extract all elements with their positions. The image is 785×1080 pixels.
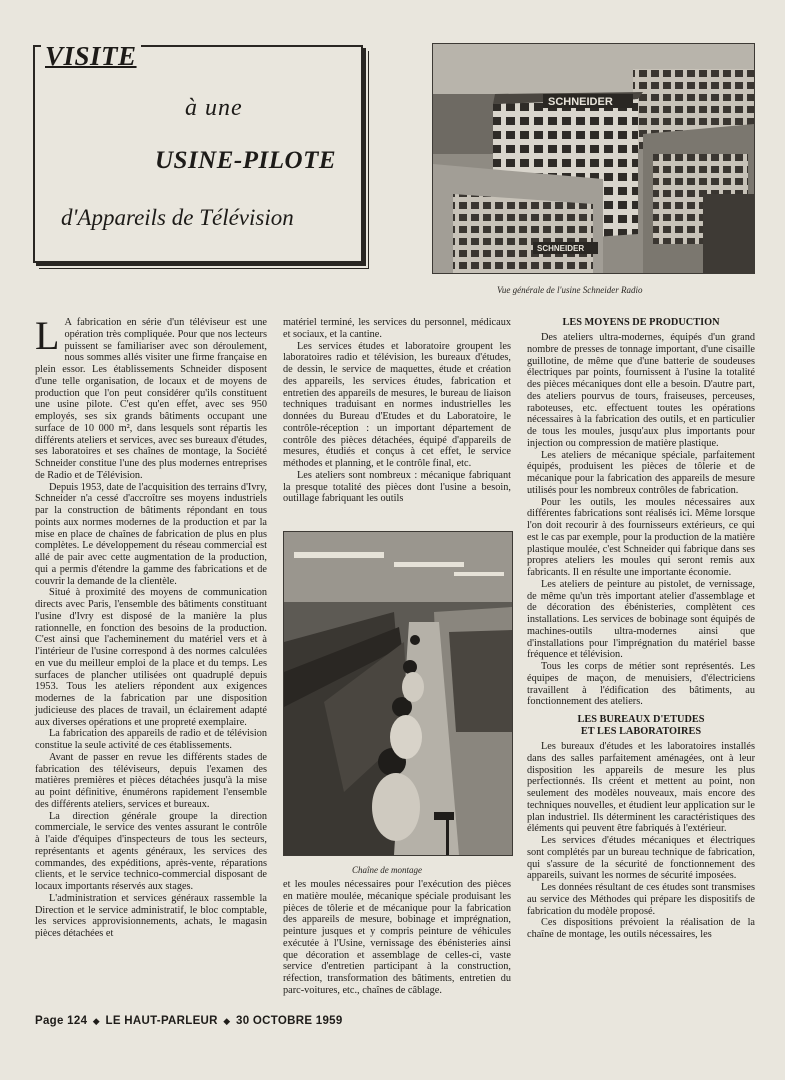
column-1	[35, 313, 267, 940]
paragraph: Les ateliers de peinture au pistolet, de vernissage, de même qu'un très important atelier d'assemblage et de décoration des ébénisteries, complètent ces installations. Les services de bobinage sont équipés de machines-outils ultra-modernes ainsi que d'installations pour l'imprégnation du matériel basse fréquence et télévision.	[527, 578, 755, 661]
paragraph: La direction générale groupe la direction commerciale, le service des ventes assurant le contrôle à l'aide d'équipes d'inspecteurs de tous les secteurs, représentants et agents généraux, les services des commandes, des expéditions, après-vente, réparations clients, et le service technico-commercial disposant de locaux importants réservés aux stages.	[35, 810, 267, 892]
paragraph: Les données résultant de ces études sont transmises au service des Méthodes qui prépare les dispositifs de fabrication du modèle proposé.	[527, 882, 755, 917]
title-visite: VISITE	[41, 41, 141, 72]
paragraph: A fabrication en série d'un téléviseur est une opération très compliquée. Pour que nos lecteurs puissent se familiariser avec son déroulement, nous sommes allés visiter une firme française en plein essor. Les établissements Schneider disposent d'une telle organisation, de locaux et de moyens de production que l'on peut considérer qu'ils constituent une usine pilote. C'est qu'en effet, avec ses 950 employés, ses six grands bâtiments occupant une surface de 10 000 m², dans lesquels sont répartis les différents ateliers et services, avec ses bureaux d'études, ses laboratoires et ses chaînes de montage, la Société Schneider constitue l'une des plus modernes entreprises de Radio et de Télévision.	[35, 317, 267, 481]
section-heading-bureaux	[527, 714, 755, 738]
diamond-icon: ◆	[223, 1016, 231, 1026]
paragraph: Les ateliers de mécanique spéciale, parfaitement équipés, produisent les pièces de tôlerie et de mécanique pour la fabrication des appareils de mesure utilisés pour les nombreux contrôles de fabrication.	[527, 449, 755, 496]
title-box	[33, 41, 363, 263]
factory-photo-caption: Vue générale de l'usine Schneider Radio	[497, 285, 643, 295]
page-footer	[35, 1015, 343, 1027]
paragraph: La fabrication des appareils de radio et de télévision constitue la seule activité de ces établissements.	[35, 728, 267, 751]
paragraph: Tous les corps de métier sont représentés. Les équipes de maçon, de menuisiers, d'électriciens travaillent à l'édification des bâtiments, au fonctionnement des ateliers.	[527, 661, 755, 708]
paragraph: Situé à proximité des moyens de communication directs avec Paris, l'ensemble des bâtiments constituant l'usine d'Ivry est disposé de la manière la plus rationnelle, en fonction des besoins de la production. C'est ainsi que l'acheminement du matériel vers et à l'intérieur de l'usine correspond à des normes calculées en vue du meilleur emploi de la place et du temps. Les surfaces de plancher utilisées ont quadruplé depuis 1953. Tous les ateliers répondent aux exigences modernes de la fabrication par une disposition judicieuse des places de travail, un éclairement adapté aux diverses opérations et une propreté exemplaire.	[35, 587, 267, 728]
factory-photo	[432, 43, 755, 274]
assembly-line-caption: Chaîne de montage	[352, 865, 422, 875]
paragraph: Les services études et laboratoire groupent les laboratoires radio et télévision, les bureaux d'études, de dessin, le service de maquettes, étude et création des appareils, les services études, fabrication et entretien des appareils de mesures, le bureau de liaison techniques traduisant en normes industrielles les données du Bureau d'Etudes et du Laboratoire, le contrôle-réception : un important département de contrôle des pièces détachées, équipé d'appareils de mesures, étudiés et conçus à cet effet, le service méthodes et planning, et le contrôle final, etc.	[283, 340, 511, 469]
assembly-line-illustration	[284, 532, 512, 855]
page-number: Page 124	[35, 1015, 88, 1027]
title-appareils: d'Appareils de Télévision	[61, 205, 294, 230]
paragraph: et les moules nécessaires pour l'exécution des pièces en matière moulée, mécanique spéciale produisant les pièces de tôlerie et de mécanique pour la fabrication des appareils de mesure, bobinage et imprégnation, peinture jusques et y compris peinture de véhicules exécutée à l'Usine, vernissage des ébénisteries ainsi que décoration et assemblage de celles-ci, vaste service d'entretien participant à la construction, réfection, transformation des bâtiments, entretien du parc-voitures, etc., chaînes de câblage.	[283, 879, 511, 996]
intro-paragraph	[35, 313, 267, 482]
paragraph: Avant de passer en revue les différents stades de fabrication des téléviseurs, depuis l'examen des matières premières et pièces détachées jusqu'à la mise au point définitive, énumérons rapidement l'ensemble des différents ateliers, services et bureaux.	[35, 751, 267, 810]
issue-date: 30 OCTOBRE 1959	[236, 1015, 343, 1027]
factory-illustration	[433, 44, 754, 273]
section-heading-line: ET LES LABORATOIRES	[580, 726, 702, 737]
paragraph: Les ateliers sont nombreux : mécanique fabriquant la presque totalité des pièces dont l'usine a besoin, outillage fabriquant les outils	[283, 469, 511, 505]
diamond-icon: ◆	[92, 1016, 101, 1026]
section-heading-production: LES MOYENS DE PRODUCTION	[562, 317, 720, 328]
factory-sign-text: SCHNEIDER	[548, 96, 613, 108]
paragraph: L'administration et services généraux rassemble la Direction et le service administratif, le bloc comptable, les services approvisionnements, achats, le magasin pièces détachées et	[35, 892, 267, 939]
column-3	[527, 317, 755, 941]
column-2-top	[283, 317, 511, 505]
paragraph: Ces dispositions prévoient la réalisation de la chaîne de montage, les outils nécessaires, les	[527, 917, 755, 940]
drop-cap: L	[35, 313, 60, 358]
paragraph: Des ateliers ultra-modernes, équipés d'un grand nombre de presses de tonnage important, d'une cisaille guillotine, de même que d'une batterie de soudeuses électriques par points, fournissent à l'usine la totalité des pièces mécaniques dont elle a besoin. D'autre part, des ateliers pourvus de tours, fraiseuses, perceuses, raboteuses, etc. effectuent toutes les opérations nécessaires à la fabrication des outils, et en particulier de tous les moules, jusqu'aux plus importants pour injection ou compression de matière plastique.	[527, 332, 755, 449]
section-heading-line: LES BUREAUX D'ETUDES	[577, 714, 705, 725]
paragraph: Les bureaux d'études et les laboratoires installés dans des salles parfaitement aménagées, ont à leur disposition les appareils de mesure les plus perfectionnés. Ils créent et mettent au point, non seulement des modèles nouveaux, mais encore des techniques nouvelles, et étudient leur application sur le plan industriel. Ils déterminent les caractéristiques des éléments qui peuvent être fabriqués à l'extérieur.	[527, 741, 755, 835]
title-a-une: à une	[185, 95, 243, 121]
title-usine-pilote: USINE-PILOTE	[155, 147, 337, 174]
paragraph: Les services d'études mécaniques et électriques sont complétés par un bureau technique de fabrication, qui s'assure de la sécurité de fonctionnement des appareils, suivant les normes de sécurité imposées.	[527, 835, 755, 882]
column-2-bottom	[283, 879, 511, 997]
assembly-line-photo	[283, 531, 513, 856]
paragraph: Depuis 1953, date de l'acquisition des terrains d'Ivry, Schneider n'a cessé d'accroître ses moyens industriels par la construction de bâtiments répondant en tous points aux normes modernes de la production et par la mise en place de chaînes de fabrication de plus en plus complètes. Le développement du réseau commercial est allé de pair avec cette augmentation de la production, qui a permis d'étendre la gamme des fabrications et de couvrir la demande de la clientèle.	[35, 481, 267, 587]
paragraph: matériel terminé, les services du personnel, médicaux et sociaux, et la cantine.	[283, 317, 511, 340]
factory-sign-text-2: SCHNEIDER	[537, 244, 585, 253]
magazine-name: LE HAUT-PARLEUR	[105, 1015, 218, 1027]
paragraph: Pour les outils, les moules nécessaires aux différentes fabrications sont réalisés ici. Même lorsque l'on doit recourir à des fournisseurs extérieurs, ce qui est le cas par exemple, pour la production de la matière plastique moulée, c'est Schneider qui fabrique dans ses propres ateliers les moules qui seront remis aux fabricants. Il en résulte une importante économie.	[527, 496, 755, 578]
